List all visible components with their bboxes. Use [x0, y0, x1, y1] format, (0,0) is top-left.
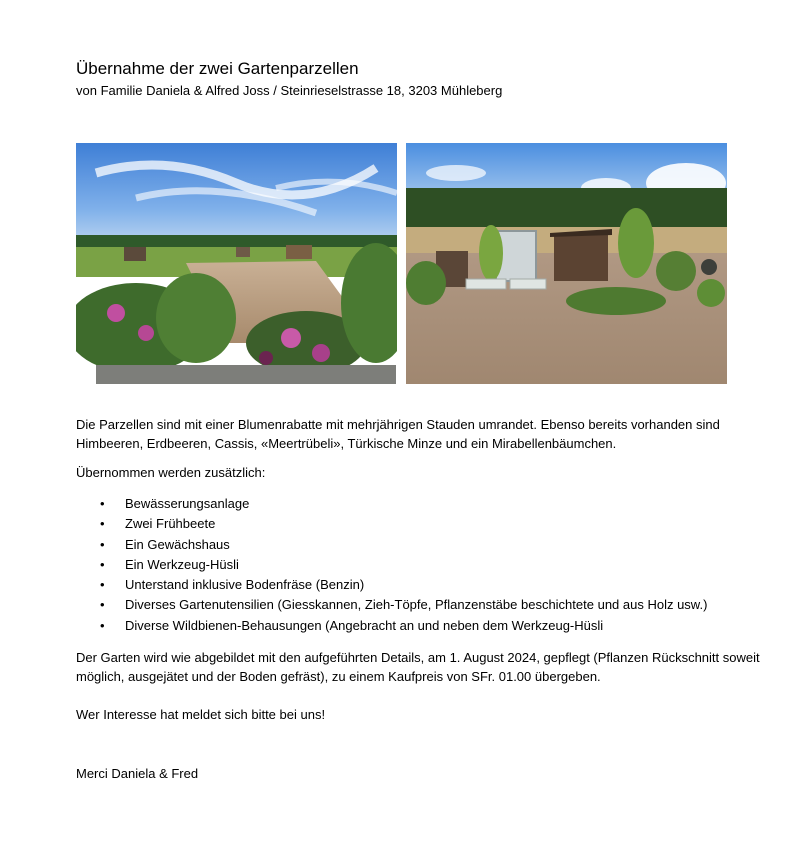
list-item: [76, 494, 707, 514]
garden-photo-flowerbed-image: [76, 143, 397, 384]
list-item-label: Unterstand inklusive Bodenfräse (Benzin): [125, 577, 365, 593]
bullet-icon: •: [100, 597, 105, 613]
document-subtitle: von Familie Daniela & Alfred Joss / Steinrieselstrasse 18, 3203 Mühleberg: [76, 83, 503, 98]
list-item-label: Zwei Frühbeete: [125, 516, 216, 532]
garden-photo-greenhouse-shed: [406, 143, 727, 384]
handover-paragraph: Der Garten wird wie abgebildet mit den aufgeführten Details, am 1. August 2024, gepflegt (Pflanzen Rückschnitt soweit möglich, ausgejätet und der Boden gefräst), zu einem Kaufpreis von SFr. 01.00 übergeben.: [76, 650, 760, 684]
list-item: [76, 595, 707, 615]
list-item: [76, 535, 707, 555]
closing-signature: Merci Daniela & Fred: [76, 766, 199, 781]
list-item: [76, 555, 707, 575]
interest-paragraph: Wer Interesse hat meldet sich bitte bei uns!: [76, 707, 326, 722]
list-intro: Übernommen werden zusätzlich:: [76, 465, 266, 480]
included-items-list: [76, 494, 707, 636]
list-item: [76, 575, 707, 595]
bullet-icon: •: [100, 577, 105, 593]
bullet-icon: •: [100, 496, 105, 511]
list-item: [76, 514, 707, 534]
bullet-icon: •: [100, 516, 105, 532]
garden-photo-flowerbed: [76, 143, 397, 384]
list-item-label: Diverses Gartenutensilien (Giesskannen, Zieh-Töpfe, Pflanzenstäbe beschichtete und aus Holz usw.): [125, 597, 708, 613]
document-title: Übernahme der zwei Gartenparzellen: [76, 59, 359, 78]
list-item-label: Bewässerungsanlage: [125, 496, 250, 511]
description-paragraph: Die Parzellen sind mit einer Blumenrabatte mit mehrjährigen Stauden umrandet. Ebenso bereits vorhanden sind Himbeeren, Erdbeeren, Cassis, «Meertrübeli», Türkische Minze und ein Mirabellenbäumchen.: [76, 417, 720, 451]
bullet-icon: •: [100, 617, 105, 633]
list-item-label: Ein Werkzeug-Hüsli: [125, 556, 239, 572]
bullet-icon: •: [100, 556, 105, 572]
list-item-label: Diverse Wildbienen-Behausungen (Angebracht an und neben dem Werkzeug-Hüsli: [125, 617, 604, 633]
list-item: [76, 616, 707, 636]
list-item-label: Ein Gewächshaus: [125, 536, 230, 552]
garden-photo-greenhouse-shed-image: [406, 143, 727, 384]
bullet-icon: •: [100, 536, 105, 552]
